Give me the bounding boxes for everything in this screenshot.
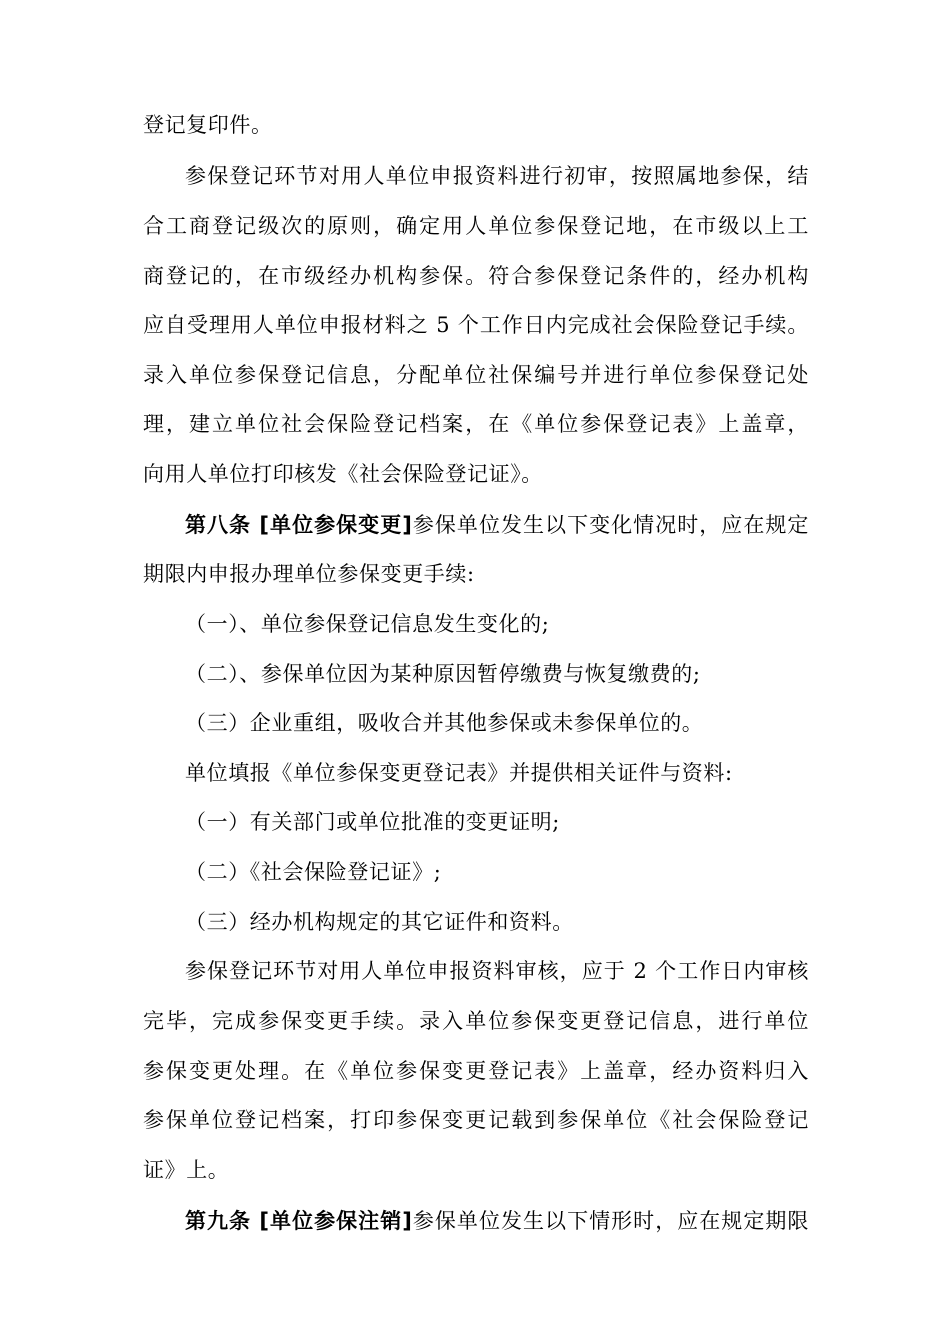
text-line-7: 理，建立单位社会保险登记档案，在《单位参保登记表》上盖章， <box>143 412 809 436</box>
article-9-first-line <box>185 1203 809 1239</box>
text-line-21: 参保单位登记档案，打印参保变更记载到参保单位《社会保险登记 <box>143 1108 809 1132</box>
article-8-first-line <box>185 507 809 543</box>
list-item-change-1: （一）、单位参保登记信息发生变化的; <box>185 612 550 636</box>
article-8-heading: 第八条 [单位参保变更] <box>185 513 413 537</box>
list-item-doc-3: （三）经办机构规定的其它证件和资料。 <box>185 910 574 934</box>
article-9-heading: 第九条 [单位参保注销] <box>185 1209 413 1233</box>
article-9-text: 参保单位发生以下情形时，应在规定期限 <box>412 1209 809 1233</box>
text-line-6: 录入单位参保登记信息，分配单位社保编号并进行单位参保登记处 <box>143 363 809 387</box>
list-item-change-3: （三）企业重组，吸收合并其他参保或未参保单位的。 <box>185 711 704 735</box>
text-line-8: 向用人单位打印核发《社会保险登记证》。 <box>143 462 543 486</box>
text-line-10: 期限内申报办理单位参保变更手续: <box>143 562 475 586</box>
text-line-5: 应自受理用人单位申报材料之 5 个工作日内完成社会保险登记手续。 <box>143 313 809 337</box>
list-item-doc-2: （二）《社会保险登记证》; <box>185 860 442 884</box>
text-line-3: 合工商登记级次的原则，确定用人单位参保登记地，在市级以上工 <box>143 214 809 238</box>
text-line-20: 参保变更处理。在《单位参保变更登记表》上盖章，经办资料归入 <box>143 1059 809 1083</box>
article-8-text: 参保单位发生以下变化情况时，应在规定 <box>412 513 809 537</box>
text-line-22: 证》上。 <box>143 1158 230 1182</box>
list-item-doc-1: （一）有关部门或单位批准的变更证明; <box>185 810 560 834</box>
list-item-change-2: （二）、参保单位因为某种原因暂停缴费与恢复缴费的; <box>185 662 701 686</box>
text-line-2: 参保登记环节对用人单位申报资料进行初审，按照属地参保，结 <box>185 164 809 188</box>
text-line-1: 登记复印件。 <box>143 113 273 137</box>
text-line-18: 参保登记环节对用人单位申报资料审核，应于 2 个工作日内审核 <box>185 959 809 983</box>
text-line-14: 单位填报《单位参保变更登记表》并提供相关证件与资料: <box>185 761 733 785</box>
text-line-4: 商登记的，在市级经办机构参保。符合参保登记条件的，经办机构 <box>143 264 809 288</box>
text-line-19: 完毕，完成参保变更手续。录入单位参保变更登记信息，进行单位 <box>143 1009 809 1033</box>
